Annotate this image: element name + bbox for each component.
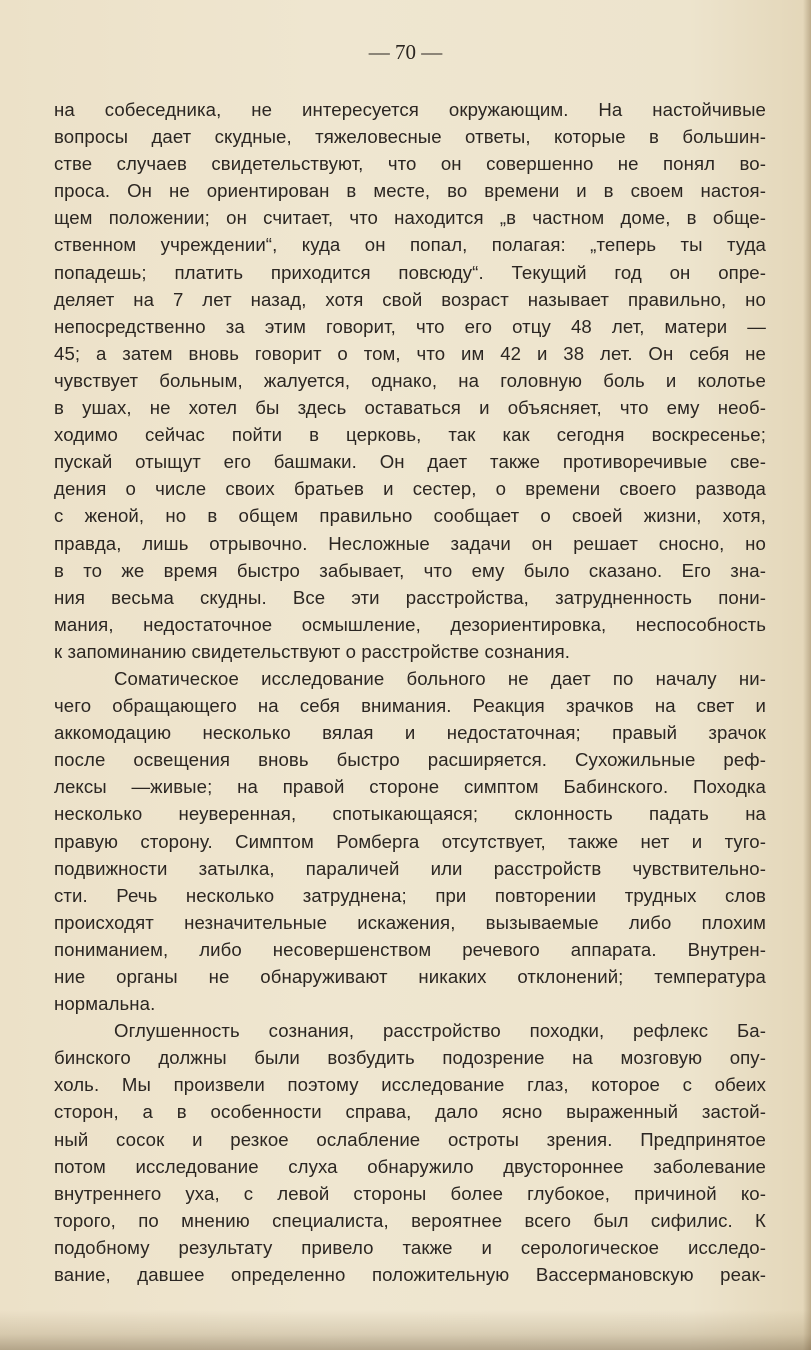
text-line: пониманием, либо несовершенством речевого аппарата. Внутрен- — [54, 938, 766, 960]
text-line: правда, лишь отрывочно. Несложные задачи он решает сносно, но — [54, 532, 766, 554]
text-line: мания, недостаточное осмышление, дезориентировка, неспособность — [54, 613, 766, 635]
text-line: попадешь; платить приходится повсюду“. Текущий год он опре- — [54, 261, 766, 283]
text-line: вопросы дает скудные, тяжеловесные ответы, которые в большин- — [54, 126, 766, 148]
text-line: сти. Речь несколько затруднена; при повторении трудных слов — [54, 884, 766, 906]
text-line: с женой, но в общем правильно сообщает о своей жизни, хотя, — [54, 505, 766, 527]
text-line: в то же время быстро забывает, что ему было сказано. Его зна- — [54, 559, 766, 581]
text-line: бинского должны были возбудить подозрение на мозговую опу- — [54, 1047, 766, 1069]
text-line: потом исследование слуха обнаружило двустороннее заболевание — [54, 1155, 766, 1177]
text-line: торого, по мнению специалиста, вероятнее всего был сифилис. К — [54, 1209, 766, 1231]
text-line: ственном учреждении“, куда он попал, полагая: „теперь ты туда — [54, 234, 766, 256]
text-line: ходимо сейчас пойти в церковь, так как сегодня воскресенье; — [54, 424, 766, 446]
page-number: — 70 — — [368, 40, 443, 64]
text-line: в ушах, не хотел бы здесь оставаться и объясняет, что ему необ- — [54, 397, 766, 419]
text-line: чувствует больным, жалуется, однако, на головную боль и колотье — [54, 369, 766, 391]
text-line: сторон, а в особенности справа, дало ясно выраженный застой- — [54, 1101, 766, 1123]
text-line: холь. Мы произвели поэтому исследование глаз, которое с обеих — [54, 1074, 766, 1096]
text-line: на собеседника, не интересуется окружающим. На настойчивые — [54, 99, 766, 120]
text-line: чего обращающего на себя внимания. Реакция зрачков на свет и — [54, 695, 766, 717]
text-line: дения о числе своих братьев и сестер, о времени своего развода — [54, 478, 766, 500]
text-line: внутреннего уха, с левой стороны более глубокое, причиной ко- — [54, 1182, 766, 1204]
text-line: к запоминанию свидетельствуют о расстройстве сознания. — [54, 640, 571, 662]
page-edge-shadow-right — [803, 0, 811, 1350]
text-line: Соматическое исследование больного не дает по началу ни- — [114, 667, 766, 689]
text-line: Оглушенность сознания, расстройство походки, рефлекс Ба- — [114, 1020, 766, 1042]
text-line: вание, давшее определенно положительную Вассермановскую реак- — [54, 1264, 766, 1286]
text-line: пускай отыщут его башмаки. Он дает также противоречивые све- — [54, 451, 766, 473]
text-line: непосредственно за этим говорит, что его отцу 48 лет, матери — — [54, 315, 766, 337]
text-line: ния весьма скудны. Все эти расстройства, затрудненность пони- — [54, 586, 766, 608]
text-line: аккомодацию несколько вялая и недостаточная; правый зрачок — [54, 722, 766, 744]
text-line: нормальна. — [54, 993, 156, 1015]
text-line: лексы —живые; на правой стороне симптом Бабинского. Походка — [54, 776, 766, 798]
text-line: ный сосок и резкое ослабление остроты зрения. Предпринятое — [54, 1128, 766, 1150]
text-line: ние органы не обнаруживают никаких отклонений; температура — [54, 966, 766, 987]
text-line: щем положении; он считает, что находится „в частном доме, в обще- — [54, 207, 766, 229]
text-line: правую сторону. Симптом Ромберга отсутствует, также нет и туго- — [54, 830, 766, 852]
text-line: проса. Он не ориентирован в месте, во времени и в своем настоя- — [54, 180, 766, 202]
text-line: подобному результату привело также и серологическое исследо- — [54, 1236, 766, 1258]
page-edge-shadow-bottom — [0, 1310, 811, 1350]
text-line: 45; а затем вновь говорит о том, что им 42 и 38 лет. Он себя не — [54, 342, 766, 364]
body-text — [54, 96, 766, 1288]
text-line: происходят незначительные искажения, вызываемые либо плохим — [54, 911, 766, 933]
text-line: после освещения вновь быстро расширяется. Сухожильные реф- — [54, 749, 766, 771]
text-line: несколько неуверенная, спотыкающаяся; склонность падать на — [54, 803, 766, 825]
text-line: стве случаев свидетельствуют, что он совершенно не понял во- — [54, 153, 766, 175]
text-line: деляет на 7 лет назад, хотя свой возраст называет правильно, но — [54, 288, 766, 310]
text-line: подвижности затылка, параличей или расстройств чувствительно- — [54, 857, 766, 879]
